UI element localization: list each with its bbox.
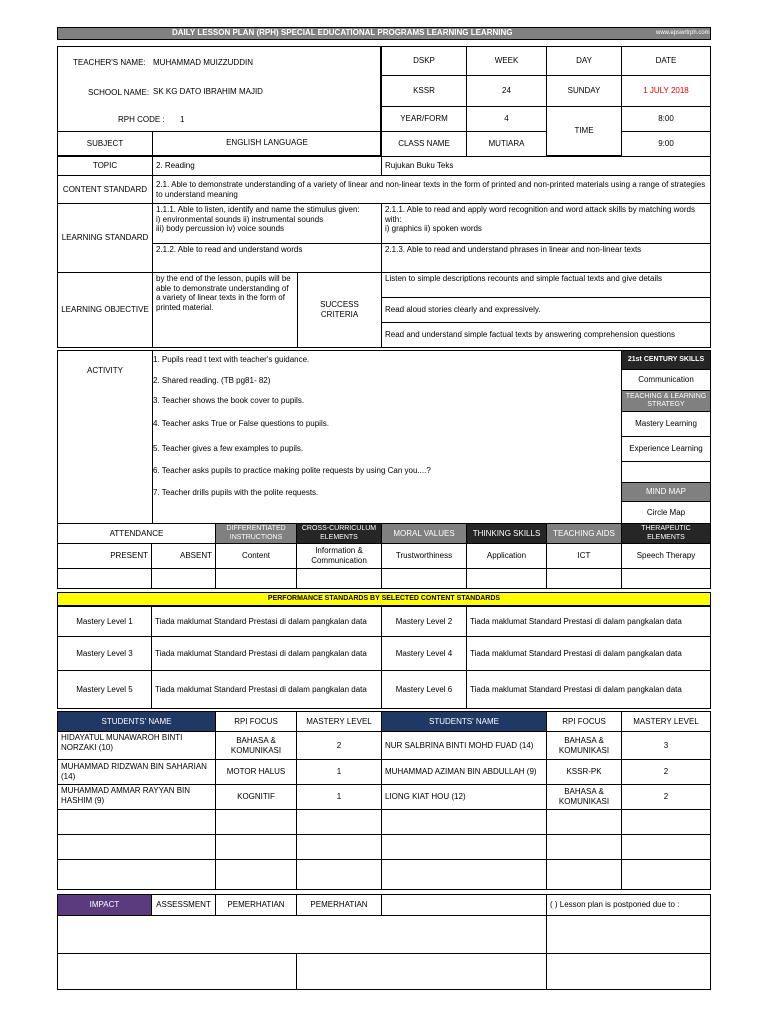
students-name-header: STUDENTS' NAME — [57, 711, 216, 732]
impact-notes[interactable] — [57, 915, 547, 954]
teaching-aids-value: ICT — [546, 543, 622, 569]
mastery-level-text: Tiada maklumat Standard Prestasi di dalam pangkalan data — [151, 636, 382, 671]
student-mastery-level: 1 — [296, 759, 382, 785]
mastery-level-label: Mastery Level 3 — [57, 636, 152, 671]
mastery-level-label: Mastery Level 2 — [381, 606, 467, 637]
rph-code-value: 1 — [180, 115, 185, 124]
students-name-header: STUDENTS' NAME — [381, 711, 547, 732]
student-name: LIONG KIAT HOU (12) — [381, 784, 547, 810]
blank-cell — [466, 568, 547, 589]
kssr-label: KSSR — [381, 75, 467, 107]
moral-values-header: MORAL VALUES — [381, 523, 467, 544]
table-row-blank — [381, 809, 547, 835]
year-value: 4 — [466, 106, 547, 132]
table-row-blank — [296, 834, 382, 860]
present-label: PRESENT — [57, 543, 152, 569]
reflection-left[interactable] — [57, 953, 297, 990]
assessment-blank[interactable] — [381, 894, 547, 916]
cross-curriculum-value: Information & Communication — [296, 543, 382, 569]
teacher-name-value: MUHAMMAD MUIZZUDDIN — [153, 58, 253, 67]
table-row-blank — [381, 859, 547, 890]
student-mastery-level: 2 — [621, 759, 711, 785]
learning-standard-label: LEARNING STANDARD — [57, 203, 153, 273]
learning-standard-4: 2.1.3. Able to read and understand phrases in linear and non-linear texts — [381, 243, 711, 273]
present-input[interactable] — [57, 568, 152, 589]
table-row-blank — [57, 859, 216, 890]
learning-objective-value: by the end of the lesson, pupils will be able to demonstrate understanding of a variety of linear texts in the form of printed material. — [152, 272, 298, 348]
mastery-level-text: Tiada maklumat Standard Prestasi di dalam pangkalan data — [466, 670, 711, 709]
moral-values-value: Trustworthiness — [381, 543, 467, 569]
activity-step: 2. Shared reading. (TB pg81- 82) — [153, 376, 271, 385]
student-name: HIDAYATUL MUNAWAROH BINTI NORZAKI (10) — [57, 731, 216, 760]
learning-standard-1: 1.1.1. Able to listen, identify and name the stimulus given: i) environmental sounds ii) instrumental sounds iii) body percussion iv) voice sounds — [152, 203, 382, 244]
table-row-blank — [621, 809, 711, 835]
dskp-label: DSKP — [381, 46, 467, 76]
table-row-blank — [296, 859, 382, 890]
class-name-label: CLASS NAME — [381, 131, 467, 157]
rpi-focus-header: RPI FOCUS — [546, 711, 622, 732]
reflection-right[interactable] — [296, 953, 547, 990]
differentiated-value: Content — [215, 543, 297, 569]
rph-code-label: RPH CODE : — [118, 115, 165, 124]
date-value: 1 JULY 2018 — [621, 75, 711, 107]
therapeutic-header: THERAPEUTIC ELEMENTS — [621, 523, 711, 544]
blank-cell — [546, 568, 622, 589]
activity-step: 5. Teacher gives a few examples to pupils. — [153, 444, 304, 453]
table-row-blank — [621, 859, 711, 890]
mastery-level-text: Tiada maklumat Standard Prestasi di dalam pangkalan data — [151, 606, 382, 637]
student-rpi-focus: BAHASA & KOMUNIKASI — [215, 731, 297, 760]
mastery-level-text: Tiada maklumat Standard Prestasi di dalam pangkalan data — [151, 670, 382, 709]
mastery-level-label: Mastery Level 1 — [57, 606, 152, 637]
student-name: MUHAMMAD AZIMAN BIN ABDULLAH (9) — [381, 759, 547, 785]
blank-cell — [296, 568, 382, 589]
strategy-value-1: Mastery Learning — [621, 411, 711, 437]
table-row-blank — [215, 834, 297, 860]
learning-objective-label: LEARNING OBJECTIVE — [57, 272, 153, 348]
success-criterion-2: Read aloud stories clearly and expressively. — [381, 297, 711, 323]
mind-map-value: Circle Map — [621, 501, 711, 524]
student-rpi-focus: MOTOR HALUS — [215, 759, 297, 785]
activity-step: 1. Pupils read t text with teacher's guidance. — [153, 355, 310, 364]
assessment-label: ASSESSMENT — [151, 894, 216, 916]
content-standard-value: 2.1. Able to demonstrate understanding of a variety of linear and non-linear texts in the form of printed and non-printed materials using a range of strategies to understand meaning — [152, 175, 711, 204]
performance-header: PERFORMANCE STANDARDS BY SELECTED CONTENT STANDARDS — [57, 592, 711, 606]
table-row-blank — [621, 834, 711, 860]
week-label: WEEK — [466, 46, 547, 76]
content-standard-label: CONTENT STANDARD — [57, 175, 153, 204]
student-mastery-level: 1 — [296, 784, 382, 810]
mastery-level-label: Mastery Level 5 — [57, 670, 152, 709]
mastery-level-text: Tiada maklumat Standard Prestasi di dalam pangkalan data — [466, 636, 711, 671]
mastery-level-header: MASTERY LEVEL — [296, 711, 382, 732]
table-row-blank — [381, 834, 547, 860]
blank-cell — [215, 568, 297, 589]
postponed-reason[interactable] — [546, 915, 711, 954]
mind-map-header: MIND MAP — [621, 482, 711, 502]
subject-value: ENGLISH LANGUAGE — [152, 131, 382, 157]
school-name-label: SCHOOL NAME: — [88, 88, 150, 97]
century-skills-value: Communication — [621, 369, 711, 391]
topic-label: TOPIC — [57, 156, 153, 176]
student-mastery-level: 2 — [621, 784, 711, 810]
page-title: DAILY LESSON PLAN (RPH) SPECIAL EDUCATIONAL PROGRAMS LEARNING LEARNING — [172, 28, 513, 37]
success-criterion-3: Read and understand simple factual texts by answering comprehension questions — [381, 322, 711, 348]
impact-label: IMPACT — [57, 894, 152, 916]
rujukan-label: Rujukan Buku Teks — [381, 156, 711, 176]
student-rpi-focus: BAHASA & KOMUNIKASI — [546, 784, 622, 810]
differentiated-header: DIFFERENTIATED INSTRUCTIONS — [215, 523, 297, 544]
class-name-value: MUTIARA — [466, 131, 547, 157]
postponed-label: ( ) Lesson plan is postponed due to : — [546, 894, 711, 916]
teaching-aids-header: TEACHING AIDS — [546, 523, 622, 544]
student-rpi-focus: BAHASA & KOMUNIKASI — [546, 731, 622, 760]
thinking-skills-value: Application — [466, 543, 547, 569]
mastery-level-text: Tiada maklumat Standard Prestasi di dalam pangkalan data — [466, 606, 711, 637]
mastery-level-label: Mastery Level 6 — [381, 670, 467, 709]
student-rpi-focus: KOGNITIF — [215, 784, 297, 810]
activity-step: 3. Teacher shows the book cover to pupils. — [153, 396, 305, 405]
activity-step: 6. Teacher asks pupils to practice making polite requests by using Can you....? — [153, 466, 431, 475]
assessment-value-2: PEMERHATIAN — [296, 894, 382, 916]
student-name: NUR SALBRINA BINTI MOHD FUAD (14) — [381, 731, 547, 760]
student-rpi-focus: KSSR-PK — [546, 759, 622, 785]
school-name-value: SK KG DATO IBRAHIM MAJID — [153, 87, 263, 96]
website-label: www.epswrtrph.com — [656, 30, 710, 36]
activity-label: ACTIVITY — [57, 350, 153, 524]
blank-cell — [621, 568, 711, 589]
activity-step: 7. Teacher drills pupils with the polite requests. — [153, 488, 319, 497]
assessment-value-1: PEMERHATIAN — [215, 894, 297, 916]
success-criteria-label: SUCCESS CRITERIA — [297, 272, 382, 348]
therapeutic-value: Speech Therapy — [621, 543, 711, 569]
century-skills-header: 21st CENTURY SKILLS — [621, 350, 711, 370]
absent-label: ABSENT — [151, 543, 216, 569]
time-start: 8:00 — [621, 106, 711, 132]
attendance-header: ATTENDANCE — [57, 523, 216, 544]
table-row-blank — [57, 834, 216, 860]
mastery-level-header: MASTERY LEVEL — [621, 711, 711, 732]
year-label: YEAR/FORM — [381, 106, 467, 132]
blank-cell — [381, 568, 467, 589]
thinking-skills-header: THINKING SKILLS — [466, 523, 547, 544]
cross-curriculum-header: CROSS-CURRICULUM ELEMENTS — [296, 523, 382, 544]
table-row-blank — [546, 859, 622, 890]
teacher-name-label: TEACHER'S NAME: — [73, 58, 146, 67]
success-criterion-1: Listen to simple descriptions recounts and simple factual texts and give details — [381, 272, 711, 298]
date-label: DATE — [621, 46, 711, 76]
subject-label: SUBJECT — [57, 131, 153, 157]
table-row-blank — [296, 809, 382, 835]
rpi-focus-header: RPI FOCUS — [215, 711, 297, 732]
table-row-blank — [57, 809, 216, 835]
day-label: DAY — [546, 46, 622, 76]
time-end: 9:00 — [621, 131, 711, 157]
strategy-value-2: Experience Learning — [621, 436, 711, 462]
table-row-blank — [215, 809, 297, 835]
table-row-blank — [546, 834, 622, 860]
strategy-blank — [621, 461, 711, 483]
student-name: MUHAMMAD RIDZWAN BIN SAHARIAN (14) — [57, 759, 216, 785]
table-row-blank — [546, 809, 622, 835]
mastery-level-label: Mastery Level 4 — [381, 636, 467, 671]
time-label: TIME — [546, 106, 622, 156]
topic-value: 2. Reading — [152, 156, 382, 176]
student-name: MUHAMMAD AMMAR RAYYAN BIN HASHIM (9) — [57, 784, 216, 810]
reflection-postponed[interactable] — [546, 953, 711, 990]
table-row-blank — [215, 859, 297, 890]
strategy-header: TEACHING & LEARNING STRATEGY — [621, 390, 711, 412]
student-mastery-level: 3 — [621, 731, 711, 760]
absent-input[interactable] — [151, 568, 216, 589]
week-value: 24 — [466, 75, 547, 107]
student-mastery-level: 2 — [296, 731, 382, 760]
learning-standard-2: 2.1.1. Able to read and apply word recognition and word attack skills by matching words with: i) graphics ii) spoken words — [381, 203, 711, 244]
learning-standard-3: 2.1.2. Able to read and understand words — [152, 243, 382, 273]
day-value: SUNDAY — [546, 75, 622, 107]
activity-step: 4. Teacher asks True or False questions to pupils. — [153, 419, 329, 428]
